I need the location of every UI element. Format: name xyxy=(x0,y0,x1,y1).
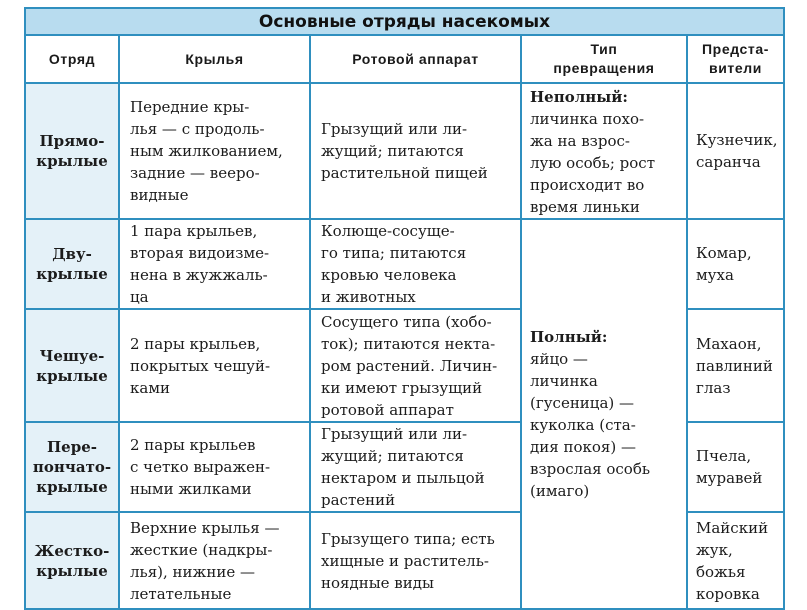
text-line: превращения xyxy=(553,60,655,76)
header-order: Отряд xyxy=(25,35,119,83)
order-cell xyxy=(25,512,119,609)
text-line: крылые xyxy=(36,478,108,496)
text-line: ноядные виды xyxy=(321,573,434,592)
text-line: Комар, xyxy=(696,244,752,262)
text-line: го типа; питаются xyxy=(321,244,467,262)
wings-cell xyxy=(119,219,310,309)
mouth-cell xyxy=(310,512,521,609)
text-line: муха xyxy=(696,266,734,284)
text-line: Тип xyxy=(590,41,618,57)
text-line: кровью человека xyxy=(321,266,457,284)
text-line: ным жилкованием, xyxy=(130,142,283,160)
text-line: яйцо — xyxy=(530,350,588,368)
text-line: 2 пары крыльев xyxy=(130,436,256,454)
wings-cell xyxy=(119,422,310,512)
text-line: Майский xyxy=(696,518,769,537)
text-line: взрослая особь xyxy=(530,460,651,478)
text-line: ки имеют грызущий xyxy=(321,378,483,397)
text-line: с четко выражен- xyxy=(130,458,271,476)
text-line: видные xyxy=(130,186,189,204)
table-title: Основные отряды насекомых xyxy=(25,8,784,35)
text-line: лья), нижние — xyxy=(130,562,255,581)
text-line: растительной пищей xyxy=(321,164,488,182)
text-line: ротовой аппарат xyxy=(321,400,454,419)
text-line: Пчела, xyxy=(696,447,752,465)
representatives-cell xyxy=(687,83,784,219)
text-line: Грызущего типа; есть xyxy=(321,529,495,548)
order-cell xyxy=(25,422,119,512)
text-line: лья — с продоль- xyxy=(130,120,265,138)
order-cell xyxy=(25,83,119,219)
representatives-cell xyxy=(687,219,784,309)
text-line: Чешуе- xyxy=(39,346,105,365)
text-line: крылые xyxy=(36,265,108,283)
text-line: (гусеница) — xyxy=(530,394,635,412)
text-line: ками xyxy=(130,378,170,397)
header-wings: Крылья xyxy=(119,35,310,83)
text-line: куколка (ста- xyxy=(530,416,636,434)
text-line: Махаон, xyxy=(696,334,762,353)
text-line: личинка похо- xyxy=(530,110,645,128)
metamorphosis-complete-text xyxy=(530,348,682,502)
metamorphosis-complete-label: Полный: xyxy=(530,328,608,346)
text-line: павлиний xyxy=(696,356,773,375)
text-line: крылые xyxy=(36,366,108,385)
text-line: лую особь; рост xyxy=(530,154,655,172)
text-line: ца xyxy=(130,288,149,306)
wings-cell xyxy=(119,83,310,219)
text-line: коровка xyxy=(696,584,760,603)
text-line: Грызущий или ли- xyxy=(321,425,468,443)
mouth-cell xyxy=(310,422,521,512)
text-line: вители xyxy=(709,60,762,76)
wings-cell xyxy=(119,512,310,609)
text-line: время линьки xyxy=(530,198,640,216)
representatives-cell xyxy=(687,309,784,422)
text-line: задние — вееро- xyxy=(130,164,260,182)
text-line: жесткие (надкры- xyxy=(130,540,273,559)
text-line: крылые xyxy=(36,561,108,580)
metamorphosis-complete-cell xyxy=(521,219,687,609)
text-line: ром растений. Личин- xyxy=(321,356,498,375)
table-wrapper xyxy=(24,7,783,605)
text-line: 2 пары крыльев, xyxy=(130,334,261,353)
text-line: дия покоя) — xyxy=(530,438,636,456)
text-line: (имаго) xyxy=(530,482,590,500)
metamorphosis-incomplete-text xyxy=(530,108,682,218)
header-mouth xyxy=(310,35,521,83)
text-line: Сосущего типа (хобо- xyxy=(321,312,492,331)
table-row-diptera xyxy=(25,219,784,309)
text-line: нектаром и пыльцой xyxy=(321,469,485,487)
text-line: Дву- xyxy=(52,245,92,263)
text-line: личинка xyxy=(530,372,598,390)
text-line: жук, xyxy=(696,540,733,559)
text-line: растений xyxy=(321,491,396,509)
text-line: Кузнечик, xyxy=(696,131,778,149)
insect-orders-table xyxy=(24,7,785,610)
text-line: хищные и раститель- xyxy=(321,551,489,570)
text-line: 1 пара крыльев, xyxy=(130,222,258,240)
text-line: жа на взрос- xyxy=(530,132,630,150)
text-line: пончато- xyxy=(32,458,112,476)
header-representatives xyxy=(687,35,784,83)
text-line: покрытых чешуй- xyxy=(130,356,271,375)
text-line: Жестко- xyxy=(34,541,110,560)
header-metamorphosis xyxy=(521,35,687,83)
text-line: Ротовой аппарат xyxy=(352,50,479,67)
text-line: глаз xyxy=(696,378,731,397)
text-line: Предста- xyxy=(702,41,769,57)
text-line: Грызущий или ли- xyxy=(321,120,468,138)
mouth-cell xyxy=(310,309,521,422)
text-line: ными жилками xyxy=(130,480,252,498)
text-line: происходит во xyxy=(530,176,645,194)
text-line: и животных xyxy=(321,288,416,306)
table-row-orthoptera xyxy=(25,83,784,219)
representatives-cell xyxy=(687,422,784,512)
text-line: жущий; питаются xyxy=(321,142,464,160)
text-line: нена в жужжаль- xyxy=(130,266,268,284)
wings-cell xyxy=(119,309,310,422)
text-line: Колюще-сосуще- xyxy=(321,222,455,240)
text-line: саранча xyxy=(696,153,761,171)
mouth-cell xyxy=(310,83,521,219)
mouth-cell xyxy=(310,219,521,309)
order-cell xyxy=(25,309,119,422)
metamorphosis-incomplete-label: Неполный: xyxy=(530,88,628,106)
text-line: божья xyxy=(696,562,746,581)
text-line: Верхние крылья — xyxy=(130,518,280,537)
metamorphosis-incomplete-cell xyxy=(521,83,687,219)
text-line: Прямо- xyxy=(39,132,105,150)
text-line: жущий; питаются xyxy=(321,447,464,465)
text-line: вторая видоизме- xyxy=(130,244,270,262)
text-line: ток); питаются нектa- xyxy=(321,334,496,353)
text-line: Передние кры- xyxy=(130,98,250,116)
representatives-cell xyxy=(687,512,784,609)
text-line: крылые xyxy=(36,152,108,170)
text-line: Пере- xyxy=(47,438,97,456)
text-line: муравей xyxy=(696,469,763,487)
text-line: летательные xyxy=(130,584,232,603)
order-cell xyxy=(25,219,119,309)
